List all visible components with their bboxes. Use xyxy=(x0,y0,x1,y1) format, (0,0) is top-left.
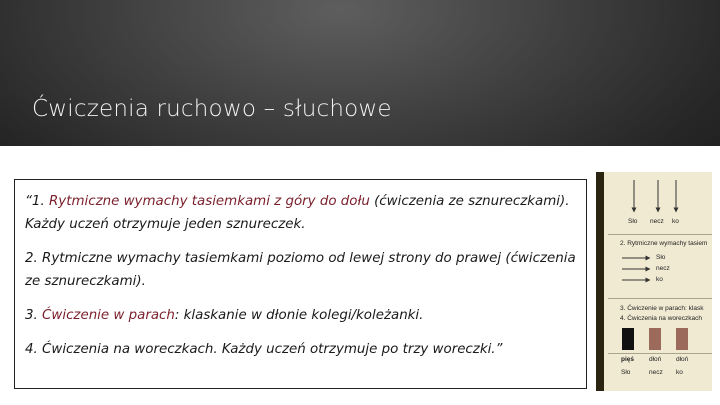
exercise-item-1 xyxy=(25,190,576,236)
fig-label-fist: pięś xyxy=(621,356,635,363)
fig-label-palm-1: dłoń xyxy=(649,356,662,363)
fig-divider-3 xyxy=(608,353,712,354)
fig-row1-syllable-2: necz xyxy=(650,218,664,225)
exercise-1-number: “1. xyxy=(25,194,49,209)
fig-row1-syllable-1: Sło xyxy=(628,218,638,225)
fig-divider-1 xyxy=(608,234,712,235)
exercise-1-highlight: Rytmiczne wymachy tasiemkami z góry do dołu xyxy=(48,194,370,209)
fig-bottom-syllable-2: necz xyxy=(649,369,663,376)
fig-caption-3: 3. Ćwiczenie w parach: klask xyxy=(620,305,704,312)
exercise-item-3 xyxy=(25,304,576,327)
title-header-bar xyxy=(0,0,720,146)
palm-box-1 xyxy=(649,328,661,350)
fist-box xyxy=(622,328,634,350)
rhythm-illustration xyxy=(596,172,712,391)
palm-box-2 xyxy=(676,328,688,350)
fig-label-palm-2: dłoń xyxy=(676,356,689,363)
fig-row2-syllable-3: ko xyxy=(656,276,663,283)
fig-caption-2: 2. Rytmiczne wymachy tasiem xyxy=(620,240,708,247)
fig-row2-syllable-1: Sło xyxy=(656,254,666,261)
fig-caption-4: 4. Ćwiczenia na woreczkach xyxy=(620,315,703,322)
fig-bottom-syllable-3: ko xyxy=(676,369,683,376)
exercise-3-text: : klaskanie w dłonie kolegi/koleżanki. xyxy=(174,308,424,323)
exercise-3-highlight: Ćwiczenie w parach xyxy=(42,308,175,323)
exercise-item-4: 4. Ćwiczenia na woreczkach. Każdy uczeń otrzymuje po trzy woreczki.” xyxy=(25,342,503,357)
exercise-1-text: (ćwiczenia ze sznureczkami). Każdy uczeń otrzymuje jeden sznureczek. xyxy=(25,194,570,232)
fig-row1-syllable-3: ko xyxy=(672,218,679,225)
fig-bottom-syllable-1: Sło xyxy=(621,369,631,376)
exercise-3-number: 3. xyxy=(25,308,43,323)
horizontal-arrows-icon xyxy=(596,252,712,292)
fig-divider-2 xyxy=(608,298,712,299)
fig-row2-syllable-2: necz xyxy=(656,265,670,272)
exercise-item-2: 2. Rytmiczne wymachy tasiemkami poziomo od lewej strony do prawej (ćwiczenia ze sznureczkami). xyxy=(25,251,576,289)
exercise-text-box xyxy=(14,179,587,389)
slide-title: Ćwiczenia ruchowo – słuchowe xyxy=(32,96,392,122)
